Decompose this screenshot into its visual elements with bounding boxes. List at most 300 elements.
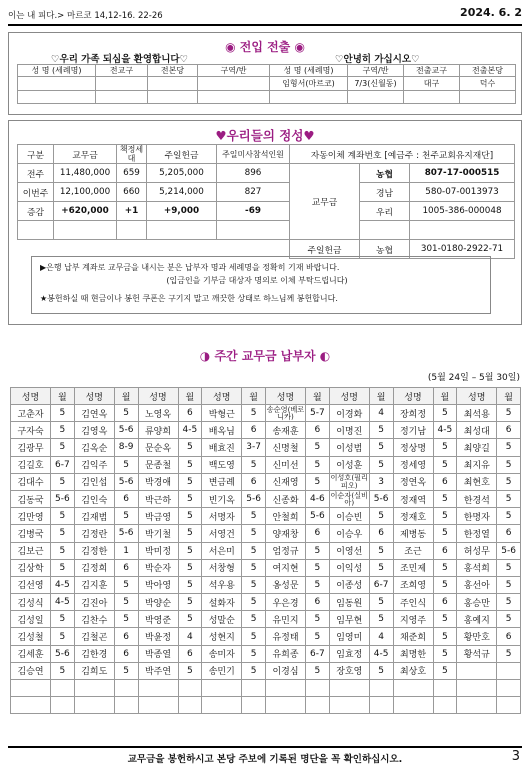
payer-name: 박주연 <box>138 662 178 679</box>
payer-months: 4-5 <box>51 594 75 611</box>
bank-name: 경남 <box>360 183 410 202</box>
payer-name: 박금영 <box>138 508 178 525</box>
payer-months: 5 <box>51 559 75 576</box>
mass-value: 827 <box>217 183 290 202</box>
payer-months: 5 <box>369 508 393 525</box>
blank-cell <box>117 221 147 240</box>
payer-months: 5 <box>497 490 521 507</box>
payer-name: 최석용 <box>457 405 497 422</box>
payer-name: 고춘자 <box>11 405 51 422</box>
payer-months: 5 <box>51 611 75 628</box>
payer-name: 김정란 <box>74 525 114 542</box>
payer-name <box>393 697 433 714</box>
payer-name: 송재훈 <box>266 422 306 439</box>
payer-months: 5 <box>433 662 457 679</box>
payer-months: 5 <box>306 611 330 628</box>
payer-months: 6 <box>433 594 457 611</box>
payer-months: 6-7 <box>369 576 393 593</box>
payer-name: 이경화 <box>329 405 369 422</box>
col-month: 월 <box>51 388 75 405</box>
payer-months: 5 <box>242 594 266 611</box>
payer-months: 5 <box>369 439 393 456</box>
payer-months: 5 <box>369 422 393 439</box>
payer-name: 최현호 <box>457 473 497 490</box>
payer-months: 5 <box>306 559 330 576</box>
account-number: 1005-386-000048 <box>410 202 515 221</box>
payer-months: 5 <box>433 611 457 628</box>
transfer-cell: 대구 <box>404 77 460 91</box>
payer-months: 5 <box>178 439 202 456</box>
payer-months: 5 <box>51 473 75 490</box>
dues-row <box>11 525 521 542</box>
payer-months <box>497 697 521 714</box>
payer-months: 5 <box>306 662 330 679</box>
payer-name: 최지유 <box>457 456 497 473</box>
transfer-cell <box>198 77 270 91</box>
payer-months: 5 <box>497 439 521 456</box>
payer-months: 5 <box>51 662 75 679</box>
payer-name: 한경석 <box>457 490 497 507</box>
payer-name: 양재창 <box>266 525 306 542</box>
payer-name: 박영준 <box>138 611 178 628</box>
payer-months: 5 <box>497 611 521 628</box>
payer-months <box>242 680 266 697</box>
payer-name: 김한경 <box>74 645 114 662</box>
payer-name: 배옥님 <box>202 422 242 439</box>
payer-months: 5 <box>178 508 202 525</box>
offering-row-this <box>18 183 515 202</box>
payer-name: 김성일 <box>11 611 51 628</box>
payer-name: 신명철 <box>266 439 306 456</box>
payer-name: 김동국 <box>11 490 51 507</box>
payer-months: 5 <box>114 405 138 422</box>
account-number: 807-17-000515 <box>410 164 515 183</box>
payer-name: 장호영 <box>329 662 369 679</box>
col-name: 성명 <box>393 388 433 405</box>
payer-name: 이종성 <box>329 576 369 593</box>
payer-months: 5-6 <box>497 542 521 559</box>
dues-value: 11,480,000 <box>54 164 117 183</box>
payer-name: 주인식 <box>393 594 433 611</box>
payer-name: 안철희 <box>266 508 306 525</box>
payer-months: 5 <box>306 473 330 490</box>
col-name-out: 성 명 (세례명) <box>270 65 348 77</box>
payer-name <box>202 697 242 714</box>
dues-period: (5월 24일 – 5월 30일) <box>427 373 520 383</box>
payer-name: 신재영 <box>266 473 306 490</box>
gospel-verse: 이는 내 피다.> 마르코 14,12-16. 22-26 <box>8 11 163 21</box>
payer-name <box>138 680 178 697</box>
offering-table <box>17 144 515 259</box>
payer-months: 5 <box>306 456 330 473</box>
payer-name: 박종열 <box>138 645 178 662</box>
payer-months: 6 <box>242 422 266 439</box>
notice-bank: ▶은행 납부 계좌로 교무금을 내시는 분은 납부자 명과 세례명을 정확히 기재 바랍니다. <box>40 263 340 272</box>
payer-name <box>11 697 51 714</box>
payer-name: 최상호 <box>393 662 433 679</box>
payer-months: 6 <box>306 525 330 542</box>
payer-name: 황석규 <box>457 645 497 662</box>
payer-months: 5 <box>51 508 75 525</box>
payer-name <box>74 680 114 697</box>
col-out-parish: 전출본당 <box>460 65 516 77</box>
payer-name <box>11 680 51 697</box>
payer-months: 5-6 <box>242 490 266 507</box>
payer-months: 5-6 <box>114 473 138 490</box>
payer-name: 김인섭 <box>74 473 114 490</box>
dues-row <box>11 611 521 628</box>
payer-name: 김진아 <box>74 594 114 611</box>
transfer-cell <box>270 91 348 104</box>
payer-name: 한명자 <box>457 508 497 525</box>
transfer-cell: 임형서(마르코) <box>270 77 348 91</box>
transfer-section <box>8 32 522 115</box>
payer-months: 5 <box>433 628 457 645</box>
payer-months: 5 <box>178 611 202 628</box>
payer-months <box>178 680 202 697</box>
payer-months: 5 <box>114 456 138 473</box>
col-name: 성명 <box>138 388 178 405</box>
payer-name: 류양희 <box>138 422 178 439</box>
households-value: 659 <box>117 164 147 183</box>
offering-row-prev <box>18 164 515 183</box>
payer-months: 6 <box>433 473 457 490</box>
account-header: 자동이체 계좌번호 [예금주 : 천주교회유지재단] <box>290 145 515 164</box>
payer-months: 6 <box>114 628 138 645</box>
payer-months <box>114 697 138 714</box>
payer-name: 홍석희 <box>457 559 497 576</box>
payer-name: 박순자 <box>138 559 178 576</box>
transfer-cell <box>348 91 404 104</box>
payer-months: 5-6 <box>51 490 75 507</box>
payer-months: 5 <box>497 456 521 473</box>
blank-cell <box>54 221 117 240</box>
payer-months: 5 <box>242 405 266 422</box>
payer-months: 5 <box>369 456 393 473</box>
payer-months: 4-5 <box>51 576 75 593</box>
payer-months: 5 <box>178 490 202 507</box>
payer-months: 5 <box>433 405 457 422</box>
footer-rule <box>8 746 522 748</box>
payer-name: 유정태 <box>266 628 306 645</box>
offering-title: ♥우리들의 정성♥ <box>215 128 315 143</box>
farewell-heading: ♡안녕히 가십시오♡ <box>335 54 420 65</box>
payer-name: 문종철 <box>138 456 178 473</box>
dues-row <box>11 662 521 679</box>
payer-months: 5 <box>306 542 330 559</box>
col-out-diocese: 전출교구 <box>404 65 460 77</box>
col-month: 월 <box>306 388 330 405</box>
dues-row <box>11 645 521 662</box>
dues-row <box>11 542 521 559</box>
payer-months: 6 <box>306 594 330 611</box>
dues-row <box>11 473 521 490</box>
blank-cell <box>410 221 515 240</box>
payer-months: 5 <box>114 594 138 611</box>
payer-name: 박근하 <box>138 490 178 507</box>
payer-months <box>178 697 202 714</box>
payer-name: 우은경 <box>266 594 306 611</box>
payer-months: 5-6 <box>114 422 138 439</box>
col-month: 월 <box>497 388 521 405</box>
payer-name: 정상명 <box>393 439 433 456</box>
dues-row <box>11 594 521 611</box>
payer-months <box>369 697 393 714</box>
dues-header-row <box>11 388 521 405</box>
dues-row <box>11 508 521 525</box>
col-mass-attendance: 주일미사참석인원 <box>217 145 290 164</box>
col-name: 성명 <box>202 388 242 405</box>
transfer-header-row <box>18 65 516 77</box>
payer-months: 5 <box>51 628 75 645</box>
col-prev-diocese: 전교구 <box>96 65 148 77</box>
dues-value: 12,100,000 <box>54 183 117 202</box>
payer-months: 4-5 <box>369 645 393 662</box>
payer-name: 이성호(필리피오) <box>330 473 369 490</box>
payer-name: 이성훈 <box>329 456 369 473</box>
payer-months: 5 <box>178 542 202 559</box>
payer-name: 임영미 <box>329 628 369 645</box>
payer-name: 이순자(실비아) <box>330 490 369 508</box>
payer-name: 최성대 <box>457 422 497 439</box>
payer-name: 김광무 <box>11 439 51 456</box>
payer-months: 5 <box>369 594 393 611</box>
dues-row <box>11 628 521 645</box>
payer-name: 여지현 <box>266 559 306 576</box>
transfer-title: ◉ 전입 전출 ◉ <box>225 40 305 54</box>
payer-months: 6 <box>497 525 521 542</box>
col-category: 구분 <box>18 145 54 164</box>
payer-name <box>74 697 114 714</box>
payer-name: 변금례 <box>202 473 242 490</box>
payer-months: 6 <box>114 559 138 576</box>
col-district-in: 구역/반 <box>198 65 270 77</box>
payer-name <box>457 697 497 714</box>
payer-months: 5 <box>178 525 202 542</box>
transfer-cell <box>96 77 148 91</box>
payer-name: 장희정 <box>393 405 433 422</box>
payer-name: 김세훈 <box>11 645 51 662</box>
sunday-value: 5,214,000 <box>147 183 217 202</box>
payer-name: 구자숙 <box>11 422 51 439</box>
transfer-cell <box>198 91 270 104</box>
col-sunday: 주일헌금 <box>147 145 217 164</box>
payer-months <box>114 680 138 697</box>
dues-title: ◑ 주간 교무금 납부자 ◐ <box>199 349 331 363</box>
dues-row <box>11 456 521 473</box>
payer-name: 송미자 <box>202 645 242 662</box>
transfer-cell <box>18 77 96 91</box>
payer-months: 5-7 <box>306 405 330 422</box>
payer-months: 5 <box>433 490 457 507</box>
payer-name: 성말순 <box>202 611 242 628</box>
blank-cell <box>360 221 410 240</box>
payer-name: 한정열 <box>457 525 497 542</box>
payer-name: 김선영 <box>11 576 51 593</box>
payer-months <box>306 680 330 697</box>
payer-name: 김성식 <box>11 594 51 611</box>
payer-months: 1 <box>114 542 138 559</box>
payer-name: 최명한 <box>393 645 433 662</box>
payer-name: 채준희 <box>393 628 433 645</box>
payer-name: 유민지 <box>266 611 306 628</box>
payer-months: 5 <box>433 456 457 473</box>
mass-value: -69 <box>217 202 290 221</box>
payer-name: 정재호 <box>393 508 433 525</box>
payer-name: 김승연 <box>11 662 51 679</box>
dues-row <box>11 576 521 593</box>
payer-name: 서영건 <box>202 525 242 542</box>
payer-name: 김지훈 <box>74 576 114 593</box>
payer-name: 서은미 <box>202 542 242 559</box>
payer-months: 5 <box>242 525 266 542</box>
payer-name: 설화자 <box>202 594 242 611</box>
payer-name: 박양순 <box>138 594 178 611</box>
payer-months: 6 <box>497 628 521 645</box>
payer-name: 김재범 <box>74 508 114 525</box>
payer-months: 5 <box>242 456 266 473</box>
payer-name: 김옥순 <box>74 439 114 456</box>
payer-name: 박기철 <box>138 525 178 542</box>
payer-months: 5 <box>242 645 266 662</box>
payer-months: 3-7 <box>242 439 266 456</box>
blank-cell <box>217 221 290 240</box>
payer-name <box>329 680 369 697</box>
col-name-in: 성 명 (세례명) <box>18 65 96 77</box>
welcome-heading: ♡우리 가족 되심을 환영합니다♡ <box>51 54 189 65</box>
mass-value: 896 <box>217 164 290 183</box>
col-name: 성명 <box>457 388 497 405</box>
header-bar <box>8 6 522 24</box>
col-dues: 교무금 <box>54 145 117 164</box>
payer-name: 성현지 <box>202 628 242 645</box>
payer-name: 문순옥 <box>138 439 178 456</box>
payer-name: 송순영(베로니카) <box>266 404 305 422</box>
account-number: 580-07-0013973 <box>410 183 515 202</box>
payer-months: 4-5 <box>178 422 202 439</box>
header-rule <box>8 24 522 26</box>
col-month: 월 <box>369 388 393 405</box>
payer-name: 임효정 <box>329 645 369 662</box>
payer-months: 5 <box>114 611 138 628</box>
payer-months: 5-6 <box>114 525 138 542</box>
payer-months: 4-6 <box>306 490 330 507</box>
transfer-cell: 7/3(신월동) <box>348 77 404 91</box>
offering-section <box>8 120 522 325</box>
households-value: 660 <box>117 183 147 202</box>
payer-name: 김찬수 <box>74 611 114 628</box>
payer-months: 5 <box>497 508 521 525</box>
row-label: 전주 <box>18 164 54 183</box>
transfer-cell <box>148 91 198 104</box>
households-value: +1 <box>117 202 147 221</box>
col-prev-parish: 전본당 <box>148 65 198 77</box>
payer-months: 6 <box>306 422 330 439</box>
dues-row <box>11 490 521 507</box>
dues-row <box>11 680 521 697</box>
payer-months: 5 <box>51 439 75 456</box>
col-households: 책정세대 <box>117 145 147 164</box>
payer-months <box>306 697 330 714</box>
footer-message: 교무금을 봉헌하시고 본당 주보에 기록된 명단을 꼭 확인하십시오. <box>127 754 403 765</box>
payer-months: 5 <box>51 542 75 559</box>
payer-name: 홍선아 <box>457 576 497 593</box>
payer-name: 홍예지 <box>457 611 497 628</box>
bank-name: 농협 <box>360 164 410 183</box>
payer-months: 6 <box>369 525 393 542</box>
payer-name: 서창형 <box>202 559 242 576</box>
payer-name: 김성철 <box>11 628 51 645</box>
col-name: 성명 <box>74 388 114 405</box>
payer-months: 5 <box>51 422 75 439</box>
payer-months <box>51 680 75 697</box>
payer-name: 신종화 <box>266 490 306 507</box>
payer-name: 조민제 <box>393 559 433 576</box>
payer-name: 이명진 <box>329 422 369 439</box>
payer-name: 백도영 <box>202 456 242 473</box>
payer-name: 김보근 <box>11 542 51 559</box>
offering-header-row <box>18 145 515 164</box>
payer-months: 5 <box>497 405 521 422</box>
payer-name: 김만영 <box>11 508 51 525</box>
payer-months: 5 <box>114 662 138 679</box>
offering-row-diff <box>18 202 515 221</box>
col-name: 성명 <box>11 388 51 405</box>
row-label: 증감 <box>18 202 54 221</box>
dues-table <box>10 387 521 714</box>
payer-months: 5 <box>51 405 75 422</box>
payer-months: 5 <box>433 508 457 525</box>
col-month: 월 <box>433 388 457 405</box>
payer-name: 이영선 <box>329 542 369 559</box>
payer-name: 박형근 <box>202 405 242 422</box>
payer-months: 8-9 <box>114 439 138 456</box>
payer-name: 김인숙 <box>74 490 114 507</box>
payer-name: 조희영 <box>393 576 433 593</box>
payer-name: 김대수 <box>11 473 51 490</box>
payer-months: 5 <box>178 473 202 490</box>
payer-months: 5-6 <box>51 645 75 662</box>
bank-name: 농협 <box>360 240 410 259</box>
payer-months: 5 <box>114 576 138 593</box>
col-name: 성명 <box>266 388 306 405</box>
payer-name <box>329 697 369 714</box>
payer-months: 5 <box>178 594 202 611</box>
payer-months: 5-6 <box>306 508 330 525</box>
dues-row <box>11 697 521 714</box>
payer-months <box>433 680 457 697</box>
payer-name <box>266 680 306 697</box>
dues-row <box>11 439 521 456</box>
payer-name <box>457 680 497 697</box>
blank-cell <box>18 221 54 240</box>
account-number: 301-0180-2922-71 <box>410 240 515 259</box>
payer-months: 5 <box>178 559 202 576</box>
transfer-cell <box>18 91 96 104</box>
payer-name: 서명자 <box>202 508 242 525</box>
dues-row <box>11 405 521 422</box>
payer-months: 5 <box>433 439 457 456</box>
payer-months: 6 <box>497 422 521 439</box>
payer-name: 박윤정 <box>138 628 178 645</box>
dues-row <box>11 559 521 576</box>
payer-months: 5 <box>306 439 330 456</box>
sunday-value: 5,205,000 <box>147 164 217 183</box>
payer-name: 박미정 <box>138 542 178 559</box>
transfer-cell <box>96 91 148 104</box>
payer-name: 임무현 <box>329 611 369 628</box>
payer-name: 정기남 <box>393 422 433 439</box>
